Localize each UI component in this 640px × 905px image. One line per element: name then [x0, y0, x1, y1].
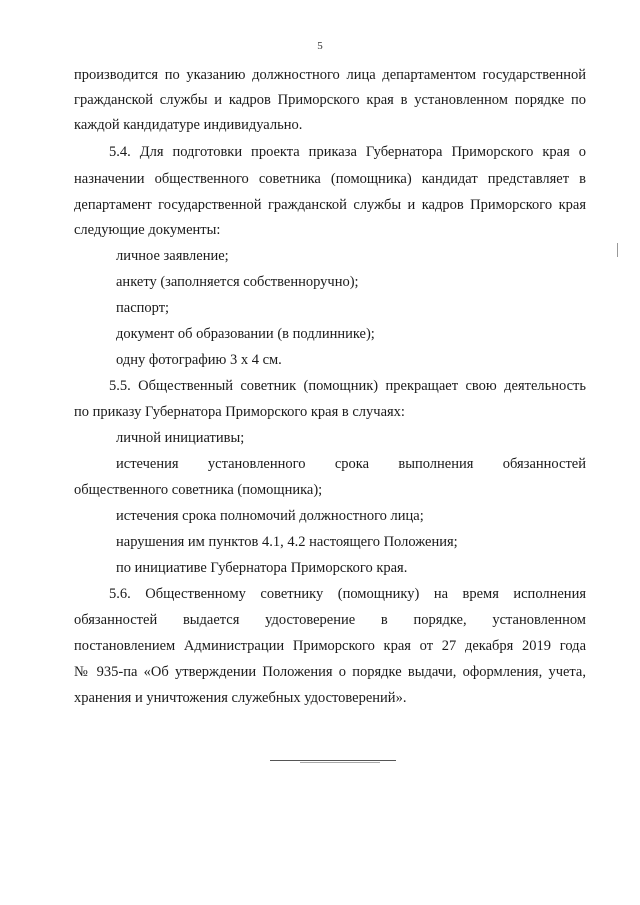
list-item: нарушения им пунктов 4.1, 4.2 настоящего Положения;: [116, 534, 458, 550]
paragraph-line: 5.6. Общественному советнику (помощнику) на время исполнения: [109, 586, 586, 602]
page-number: 5: [317, 40, 323, 52]
paragraph-line: гражданской службы и кадров Приморского края в установленном порядке по: [74, 92, 586, 108]
paragraph-line: назначении общественного советника (помощника) кандидат представляет в: [74, 171, 586, 187]
paragraph-line: производится по указанию должностного лица департаментом государственной: [74, 67, 586, 83]
list-item: анкету (заполняется собственноручно);: [116, 274, 359, 290]
list-item: паспорт;: [116, 300, 170, 316]
paragraph-line: 5.4. Для подготовки проекта приказа Губернатора Приморского края о: [109, 144, 586, 160]
paragraph-line: № 935-па «Об утверждении Положения о порядке выдачи, оформления, учета,: [74, 664, 586, 680]
list-item: по инициативе Губернатора Приморского края.: [116, 560, 408, 576]
paragraph-line: департамент государственной гражданской службы и кадров Приморского края: [74, 197, 586, 213]
list-item: одну фотографию 3 х 4 см.: [116, 352, 282, 368]
list-item: личной инициативы;: [116, 430, 245, 446]
list-item: истечения срока полномочий должностного лица;: [116, 508, 424, 524]
end-of-document-rule: [300, 762, 380, 763]
paragraph-line: следующие документы:: [74, 222, 221, 238]
paragraph-line: обязанностей выдается удостоверение в порядке, установленном: [74, 612, 586, 628]
list-item: документ об образовании (в подлиннике);: [116, 326, 375, 342]
end-of-document-rule: [270, 760, 396, 761]
paragraph-line: общественного советника (помощника);: [74, 482, 323, 498]
paragraph-line: постановлением Администрации Приморского края от 27 декабря 2019 года: [74, 638, 586, 654]
paragraph-line: каждой кандидатуре индивидуально.: [74, 117, 303, 133]
list-item: истечения установленного срока выполнения обязанностей: [116, 456, 586, 472]
list-item: личное заявление;: [116, 248, 229, 264]
paragraph-line: 5.5. Общественный советник (помощник) прекращает свою деятельность: [109, 378, 586, 394]
margin-mark: [617, 243, 618, 257]
paragraph-line: хранения и уничтожения служебных удостоверений».: [74, 690, 407, 706]
paragraph-line: по приказу Губернатора Приморского края в случаях:: [74, 404, 405, 420]
